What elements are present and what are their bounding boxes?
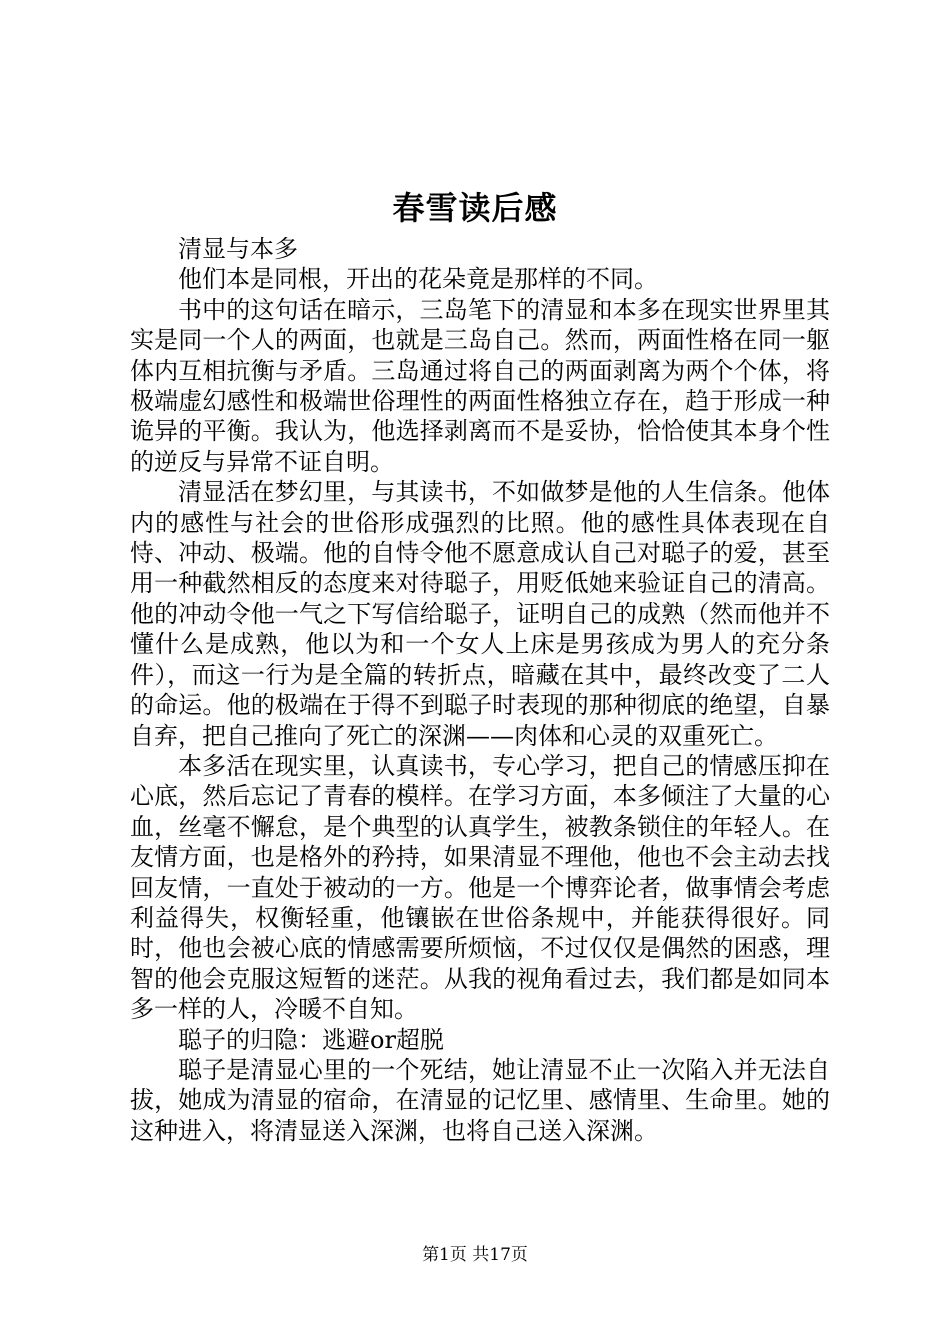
paragraph-heading-qingxian-honda: 清显与本多 <box>178 235 298 263</box>
paragraph: 他们本是同根，开出的花朵竟是那样的不同。 <box>178 265 658 294</box>
paragraph: 清显活在梦幻里，与其读书，不如做梦是他的人生信条。他体内的感性与社会的世俗形成强烈的比照。他的感性具体表现在自恃、冲动、极端。他的自恃令他不愿意成认自己对聪子的爱，甚至用一种截然相反的态度来对待聪子，用贬低她来验证自己的清高。他的冲动令他一气之下写信给聪子，证明自己的成熟（然而他并不懂什么是成熟，他以为和一个女人上床是男孩成为男人的充分条件），而这一行为是全篇的转折点，暗藏在其中，最终改变了二人的命运。他的极端在于得不到聪子时表现的那种彻底的绝望，自暴自弃，把自己推向了死亡的深渊——肉体和心灵的双重死亡。 <box>130 478 830 750</box>
paragraph: 本多活在现实里，认真读书，专心学习，把自己的情感压抑在心底，然后忘记了青春的模样。在学习方面，本多倾注了大量的心血，丝毫不懈怠，是个典型的认真学生，被教条锁住的年轻人。在友情方面，也是格外的矜持，如果清显不理他，他也不会主动去找回友情，一直处于被动的一方。他是一个博弈论者，做事情会考虑利益得失，权衡轻重，他镶嵌在世俗条规中，并能获得很好。同时，他也会被心底的情感需要所烦恼，不过仅仅是偶然的困惑，理智的他会克服这短暂的迷茫。从我的视角看过去，我们都是如同本多一样的人，冷暖不自知。 <box>130 751 830 1024</box>
document-title: 春雪读后感 <box>392 189 558 227</box>
page-footer: 第1页 共17页 <box>422 1245 528 1265</box>
paragraph-heading-satoko: 聪子的归隐：逃避or超脱 <box>178 1025 444 1054</box>
document-body <box>130 234 830 1146</box>
paragraph: 书中的这句话在暗示，三岛笔下的清显和本多在现实世界里其实是同一个人的两面，也就是三岛自己。然而，两面性格在同一躯体内互相抗衡与矛盾。三岛通过将自己的两面剥离为两个个体，将极端虚幻感性和极端世俗理性的两面性格独立存在，趋于形成一种诡异的平衡。我认为，他选择剥离而不是妥协，恰恰使其本身个性的逆反与异常不证自明。 <box>130 295 830 476</box>
paragraph: 聪子是清显心里的一个死结，她让清显不止一次陷入并无法自拔，她成为清显的宿命，在清显的记忆里、感情里、生命里。她的这种进入，将清显送入深渊，也将自己送入深渊。 <box>130 1055 830 1145</box>
